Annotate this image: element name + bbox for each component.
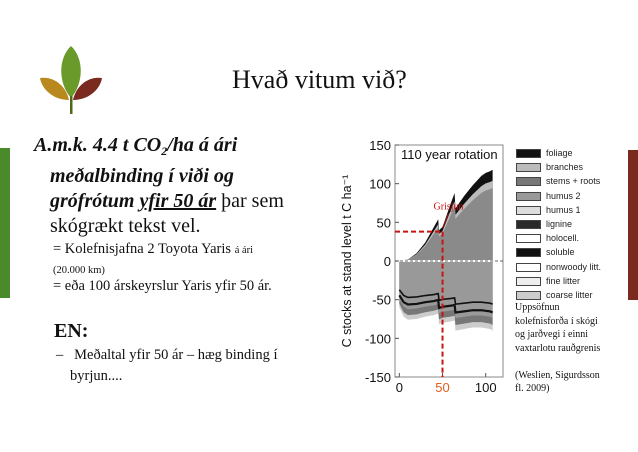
legend-label: soluble <box>546 247 575 258</box>
legend-swatch <box>516 248 541 257</box>
legend-label: holocell. <box>546 233 580 244</box>
statement-line-2: meðalbinding í viði og <box>50 165 234 187</box>
main-statement <box>34 133 334 239</box>
y-tick-label: 50 <box>376 215 391 231</box>
y-tick-label: 0 <box>383 254 391 269</box>
y-tick-label: -50 <box>372 292 391 308</box>
legend-label: nonwoody litt. <box>546 261 602 272</box>
chart-areas <box>399 170 492 331</box>
right-accent-bar <box>628 150 638 300</box>
equivalence-years: = eða 100 árskeyrslur Yaris yfir 50 ár. <box>53 278 272 294</box>
y-tick-label: 150 <box>369 138 391 153</box>
legend-swatch <box>516 277 541 286</box>
chart-title: 110 year rotation <box>401 147 498 162</box>
legend-swatch <box>516 234 541 243</box>
legend-swatch <box>516 291 541 300</box>
legend-swatch <box>516 149 541 158</box>
legend-label: fine litter <box>546 275 581 286</box>
y-tick-label: 100 <box>369 176 391 192</box>
page-title: Hvað vitum við? <box>232 65 407 94</box>
legend-label: coarse litter <box>546 289 593 300</box>
source-note: Uppsöfnun kolefnisforða í skógi og jarðvegi í einni vaxtarlotu rauðgrenis (Weslien, Sigurdsson fl. 2009) <box>515 302 601 394</box>
y-tick-label: -150 <box>364 370 391 385</box>
legend-swatch <box>516 206 541 215</box>
legend-label: humus 2 <box>546 190 581 201</box>
logo-leaves-icon <box>40 38 102 114</box>
legend-swatch <box>516 163 541 172</box>
equivalence-yaris: = Kolefnisjafna 2 Toyota Yaris á ári (20.000 km) <box>53 241 254 276</box>
carbon-stock-chart <box>335 125 515 395</box>
legend-swatch <box>516 263 541 272</box>
legend-label: lignine <box>546 218 573 229</box>
legend-swatch <box>516 192 541 201</box>
en-heading: EN: <box>54 320 89 342</box>
legend-swatch <box>516 220 541 229</box>
legend-label: stems + roots <box>546 176 601 187</box>
legend-label: branches <box>546 162 584 173</box>
x-tick-label: 50 <box>435 380 450 395</box>
left-accent-bar <box>0 148 10 298</box>
legend-label: foliage <box>546 148 573 158</box>
chart-ylabel: C stocks at stand level t C ha⁻¹ <box>340 174 354 348</box>
statement-line-1: A.m.k. 4.4 t $CO_2/ha$ á ári <box>34 134 238 158</box>
x-tick-label: 100 <box>474 380 497 395</box>
y-tick-label: -100 <box>364 331 391 347</box>
statement-line-4: skógrækt tekst vel. <box>50 215 201 237</box>
statement-line-3: grófrótum yfir 50 ár þar sem <box>50 190 284 212</box>
chart-annotation-grisjun: Grisjun <box>433 201 464 213</box>
x-tick-label: 0 <box>395 380 403 395</box>
bullet-average: – Meðaltal yfir 50 ár – hæg binding í byrjun.... <box>56 347 278 384</box>
legend-label: humus 1 <box>546 204 581 215</box>
legend-swatch <box>516 177 541 186</box>
